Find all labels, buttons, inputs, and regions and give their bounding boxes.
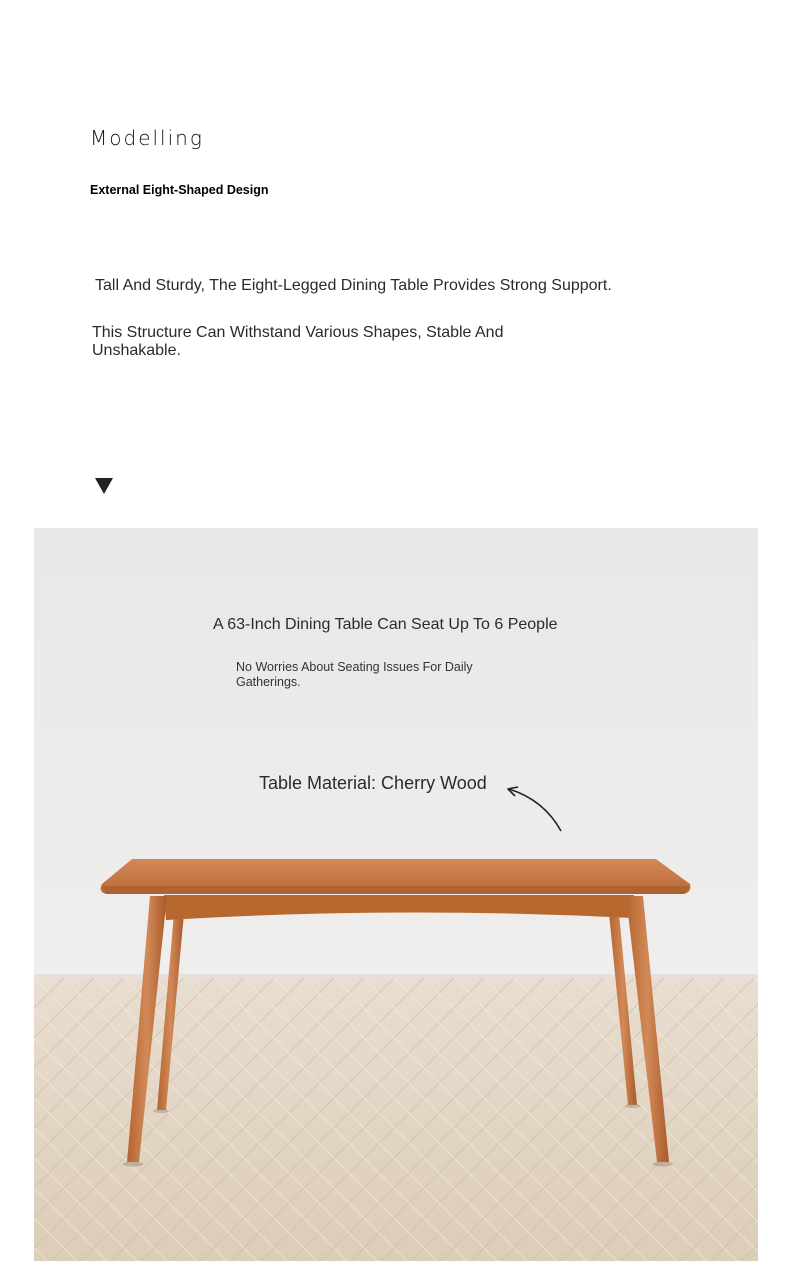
- section-title: Modelling: [90, 126, 204, 150]
- down-triangle-icon: [95, 478, 113, 494]
- table-scene-illustration: [34, 528, 758, 1261]
- description-stability: This Structure Can Withstand Various Shapes, Stable And Unshakable.: [92, 324, 504, 359]
- material-label: Table Material: Cherry Wood: [259, 773, 487, 793]
- description-support: Tall And Sturdy, The Eight-Legged Dining Table Provides Strong Support.: [95, 277, 612, 294]
- photo-subline: No Worries About Seating Issues For Daily Gatherings.: [236, 660, 473, 689]
- product-photo: [34, 528, 758, 1261]
- photo-headline: A 63-Inch Dining Table Can Seat Up To 6 People: [213, 616, 558, 633]
- section-subtitle: External Eight-Shaped Design: [90, 183, 269, 197]
